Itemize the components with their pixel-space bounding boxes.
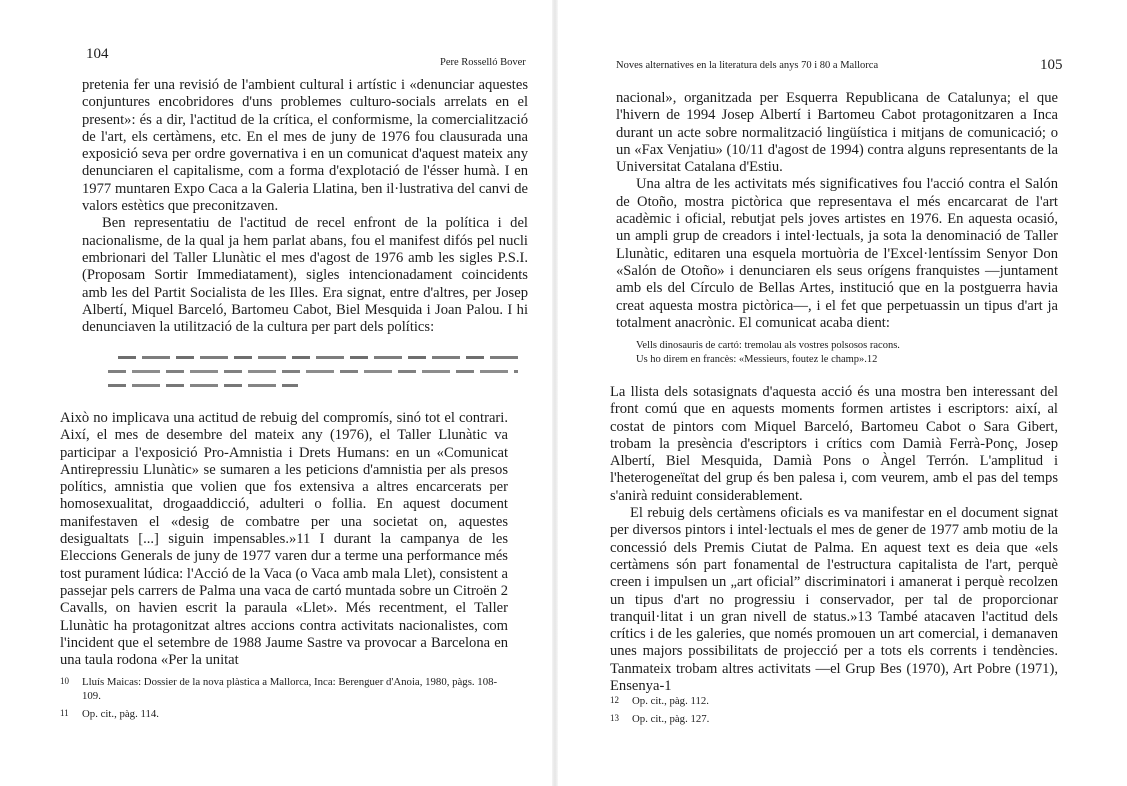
footnote-number: 12 [610,695,619,705]
footnote-text: Op. cit., pàg. 114. [82,708,159,720]
paragraph: pretenia fer una revisió de l'ambient cultural i artístic i «denunciar aquestes conjuntures encobridores d'uns problemes culturo-socials arrelats en el present»: és a dir, l'actitud de la crítica, el conformisme, la comercialització de l'art, els certàmens, etc. En el mes de juny de 1976 fou clausurada una exposició seva per ordre governativa i en un comunicat d'aquest mateix any denunciaren el capitalisme, com a forma d'explotació de l'ésser humà. I en 1977 muntaren Expo Caca a la Galeria Llatina, ben il·lustrativa del canvi de valors estètics que preconitzaven. [82,77,528,215]
quote-line: Us ho direm en francès: «Messieurs, foutez le champ».12 [636,354,878,365]
footnote [610,694,1058,708]
footnote-number: 10 [60,676,69,686]
body-text-top [82,77,528,336]
footnotes [60,675,508,725]
paragraph: Una altra de les activitats més significatives fou l'acció contra el Salón de Otoño, mostra pictòrica que representava el més encarcarat de l'art acadèmic i oficial, rebutjat pels joves artistes en 1976. En aquesta ocasió, un ampli grup de creadors i intel·lectuals, ja sota la denominació de Taller Llunàtic, editaren una esquela mortuòria de l'Excel·lentíssim Senyor Don «Salón de Otoño» i denunciaren els seus orígens franquistes —juntament amb els del Círculo de Bellas Artes, institució que en la postguerra havia creat aquesta mostra pictòrica—, i el fet que perpetuassin un tipus d'art ja totalment anacrònic. El comunicat acaba dient: [616,176,1058,331]
block-quote [636,339,1056,367]
footnote-text: Lluís Maicas: Dossier de la nova plàstica a Mallorca, Inca: Berenguer d'Anoia, 1980, pàgs. 108-109. [82,676,498,702]
left-page [0,0,560,786]
book-gutter [552,0,558,786]
footnote-number: 13 [610,713,619,723]
footnotes [610,694,1058,730]
paragraph: La llista dels sotasignats d'aquesta acció és una mostra ben interessant del front comú que en aquests moments formen artistes i escriptors: així, al costat de pintors com Miquel Barceló, Bartomeu Cabot o Sara Gibert, trobam la presència d'escriptors i crítics com Damià Ferrà-Ponç, Josep Albertí, Biel Mesquida, Damià Pons o Àngel Terrón. L'amplitud i l'heterogeneïtat del grup és ben palesa i, com veurem, amb el pas del temps s'anirà reduint considerablement. [610,384,1058,504]
quote-line: Vells dinosauris de cartó: tremolau als vostres polsosos racons. [636,340,900,351]
footnote [60,675,508,703]
paragraph: Ben representatiu de l'actitud de recel enfront de la política i del nacionalisme, de la qual ja hem parlat abans, fou el manifest difós pel nucli embrionari del Taller Llunàtic el mes d'agost de 1976 amb les sigles P.S.I. (Proposam Sortir Immediatament), sigles intencionadament coincidents amb les del Partit Socialista de les Illes. Era signat, entre d'altres, per Josep Albertí, Miquel Barceló, Bartomeu Cabot, Biel Mesquida i Joan Palou. I hi denunciaven la utilització de la cultura per part dels polítics: [82,215,528,336]
page-number: 104 [86,46,109,62]
footnote-number: 11 [60,708,69,718]
footnote-text: Op. cit., pàg. 112. [632,695,709,707]
running-head: Noves alternatives en la literatura dels anys 70 i 80 a Mallorca [616,60,879,71]
running-head: Pere Rosselló Bover [440,57,526,68]
paragraph: nacional», organitzada per Esquerra Republicana de Catalunya; el que l'hivern de 1994 Josep Albertí i Bartomeu Cabot protagonitzaren a Inca durant un acte sobre normalització lingüística i mitjans de comunicació; o un «Fax Venjatiu» (10/11 d'agost de 1994) contra alguns representants de la Universitat Catalana d'Estiu. [616,90,1058,176]
footnote [610,712,1058,726]
body-text-top [616,90,1058,332]
footnote-text: Op. cit., pàg. 127. [632,713,710,725]
body-text-bottom [610,384,1058,695]
right-page [560,0,1127,786]
body-text-bottom [60,410,508,669]
paragraph: Això no implicava una actitud de rebuig del compromís, sinó tot el contrari. Així, el mes de desembre del mateix any (1976), el Taller Llunàtic va participar a l'exposició Pro-Amnistia i Drets Humans: en un «Comunicat Antirepressiu Llunàtic» se sumaren a les peticions d'amnistia per als presos polítics, amnistia que volien que fos extensiva a altres encarcerats per homosexualitat, drogaaddicció, adulteri o follia. En aquest document manifestaven el «desig de combatre per una societat on, aquestes desigualtats [...] siguin impensables.»11 I durant la campanya de les Eleccions Generals de juny de 1977 varen dur a terme una performance més tost purament lúdica: l'Acció de la Vaca (o Vaca amb mala Llet), consistent a passejar pels carrers de Palma una vaca de cartó muntada sobre un Citroën 2 Cavalls, on havien escrit la paraula «Llet». Més recentment, el Taller Llunàtic ha protagonitzat altres accions contra activitats nacionalistes, com l'incident que el setembre de 1988 Jaume Sastre va provocar a Barcelona en una taula rodona «Per la unitat [60,410,508,669]
page-number: 105 [1040,57,1063,73]
paragraph: El rebuig dels certàmens oficials es va manifestar en el document signat per diversos pintors i intel·lectuals el mes de gener de 1977 amb motiu de la concessió dels Premis Ciutat de Palma. En aquest text es deia que «els certàmens són part fonamental de l'estructura capitalista de l'art, perquè creen i impulsen un „art oficial” discriminatori i amanerat i perquè recolzen un tipus d'art no progressiu i conservador, per tal de proporcionar tranquil·litat i un gran nivell de status.»13 També atacaven l'actitud dels crítics i de les galeries, que només promouen un art comercial, i demanaven unes majors possibilitats de projecció per a tots els corrents i tendències. Tanmateix trobam altres activitats —el Grup Bes (1970), Art Pobre (1971), Ensenya-1 [610,505,1058,695]
obscured-quotation [108,350,523,392]
footnote [60,707,508,721]
